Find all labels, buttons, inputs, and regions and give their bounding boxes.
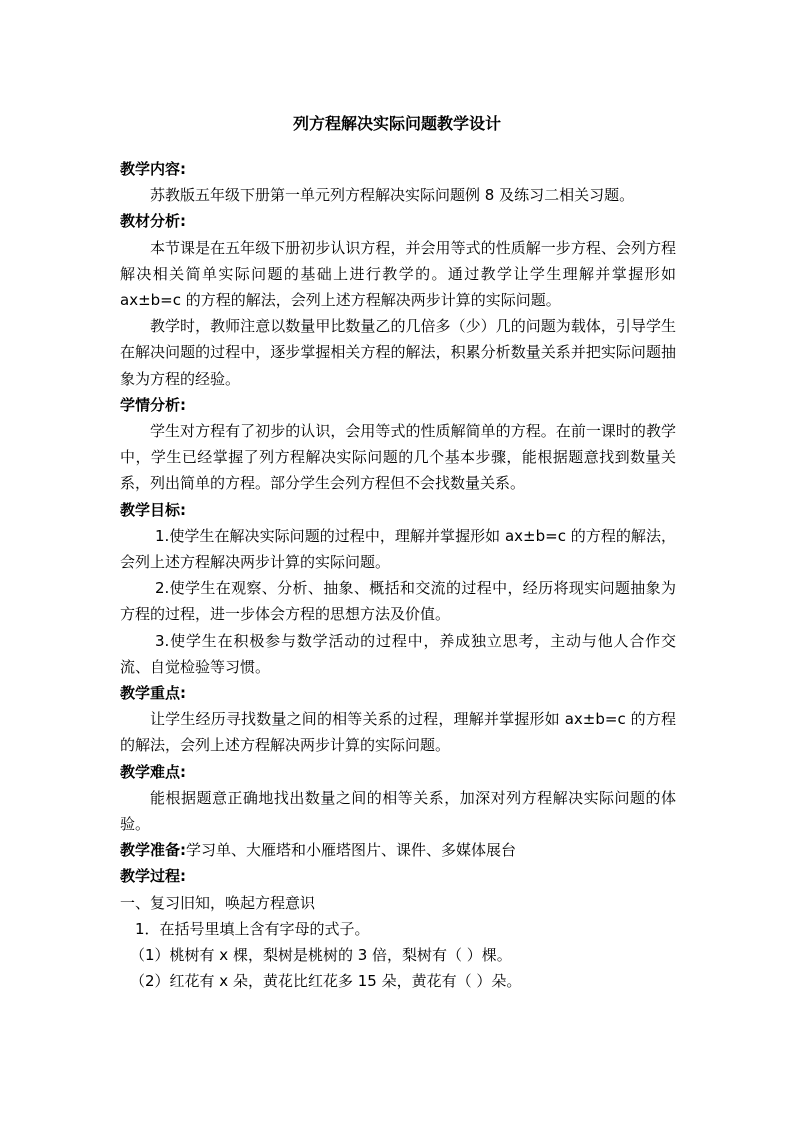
heading-material-analysis: 教材分析: <box>120 212 186 231</box>
heading-difficulties: 教学难点: <box>120 762 186 781</box>
goal-item: 1.使学生在解决实际问题的过程中，理解并掌握形如 ax±b=c 的方程的解法，会列上述方程解决两步计算的实际问题。 <box>120 526 676 572</box>
goal-item: 2.使学生在观察、分析、抽象、概括和交流的过程中，经历将现实问题抽象为方程的过程，进一步体会方程的思想方法及价值。 <box>120 579 676 624</box>
process-question-2: （2）红花有 x 朵，黄花比红花多 15 朵，黄花有（ ）朵。 <box>130 972 522 991</box>
heading-preparation: 教学准备: <box>120 841 186 860</box>
goal-item: 3.使学生在积极参与数学活动的过程中，养成独立思考，主动与他人合作交流、自觉检验等习惯。 <box>120 631 676 676</box>
difficulties-text: 能根据题意正确地找出数量之间的相等关系，加深对列方程解决实际问题的体验。 <box>120 788 676 834</box>
document-title: 列方程解决实际问题教学设计 <box>292 114 501 133</box>
process-step-1: 一、复习旧知，唤起方程意识 <box>120 893 316 912</box>
process-question-1: （1）桃树有 x 棵，梨树是桃树的 3 倍，梨树有（ ）棵。 <box>130 946 512 965</box>
document-body <box>120 156 676 995</box>
heading-teaching-process: 教学过程: <box>120 867 186 886</box>
heading-student-analysis: 学情分析: <box>120 395 186 414</box>
heading-key-points: 教学重点: <box>120 684 186 703</box>
key-points-text: 让学生经历寻找数量之间的相等关系的过程，理解并掌握形如 ax±b=c 的方程的解法，会列上述方程解决两步计算的实际问题。 <box>120 710 676 755</box>
material-analysis-paragraph-2: 教学时，教师注意以数量甲比数量乙的几倍多（少）几的问题为载体，引导学生在解决问题的过程中，逐步掌握相关方程的解法，积累分析数量关系并把实际问题抽象为方程的经验。 <box>120 317 676 388</box>
student-analysis-text: 学生对方程有了初步的认识，会用等式的性质解简单的方程。在前一课时的教学中，学生已经掌握了列方程解决实际问题的几个基本步骤，能根据题意找到数量关系，列出简单的方程。部分学生会列方程但不会找数量关系。 <box>120 422 676 493</box>
heading-teaching-goals: 教学目标: <box>120 500 186 519</box>
process-task-1: 1．在括号里填上含有字母的式子。 <box>135 919 370 938</box>
teaching-content-text: 苏教版五年级下册第一单元列方程解决实际问题例 8 及练习二相关习题。 <box>150 186 635 205</box>
heading-teaching-content: 教学内容: <box>120 160 186 178</box>
preparation-text: 学习单、大雁塔和小雁塔图片、课件、多媒体展台 <box>186 841 517 860</box>
preparation-line <box>120 837 676 863</box>
material-analysis-paragraph-1: 本节课是在五年级下册初步认识方程，并会用等式的性质解一步方程、会列方程解决相关简单实际问题的基础上进行教学的。通过教学让学生理解并掌握形如 ax±b=c 的方程的解法，会列上述方程解决两步计算的实际问题。 <box>120 238 676 310</box>
